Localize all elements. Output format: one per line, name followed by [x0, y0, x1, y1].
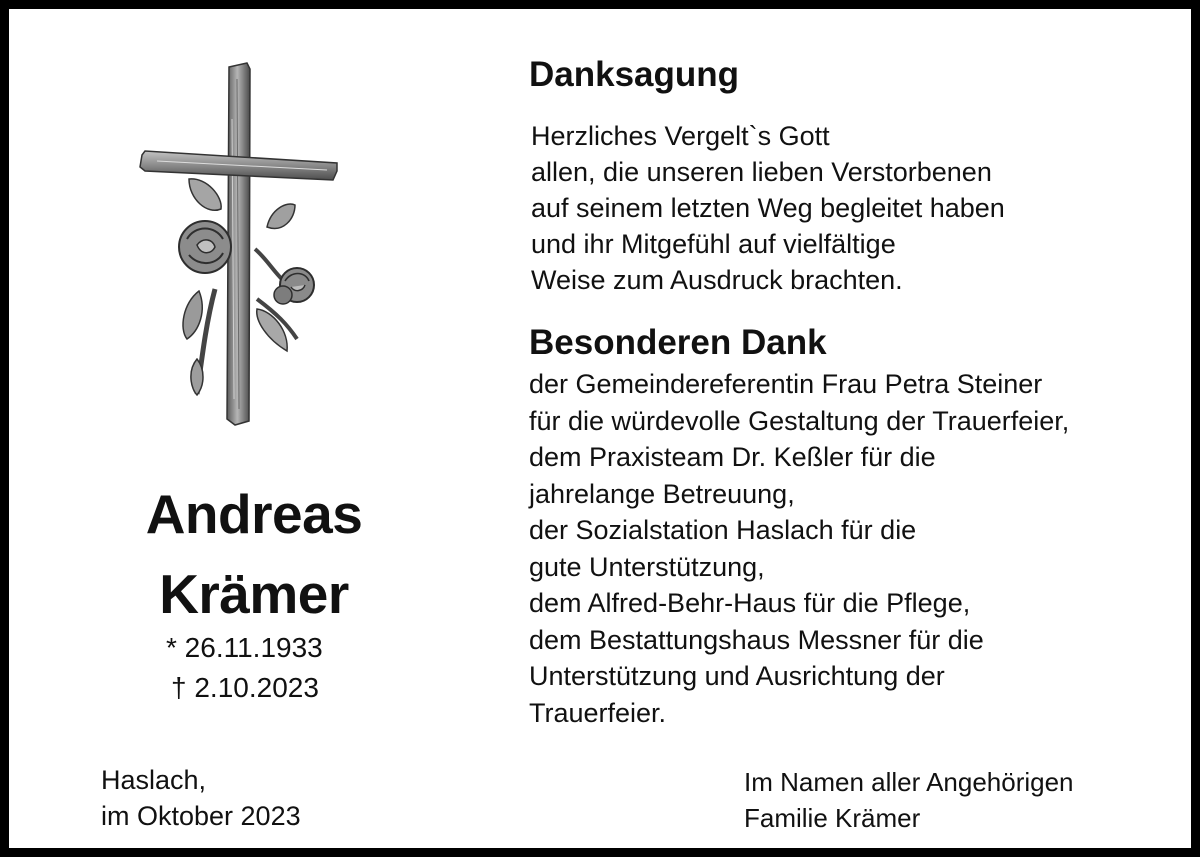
special-thanks-line: dem Praxisteam Dr. Keßler für die: [529, 442, 936, 472]
special-thanks-line: dem Alfred-Behr-Haus für die Pflege,: [529, 588, 971, 618]
special-thanks-line: der Sozialstation Haslach für die: [529, 515, 917, 545]
special-thanks-line: der Gemeindereferentin Frau Petra Steiner: [529, 369, 1043, 399]
special-thanks-line: Unterstützung und Ausrichtung der: [529, 661, 945, 691]
special-thanks-line: Trauerfeier.: [529, 697, 667, 728]
thanks-heading: Danksagung: [529, 55, 740, 94]
special-thanks-line: gute Unterstützung,: [529, 551, 765, 582]
signature: [744, 764, 1074, 836]
family-name: Familie Krämer: [744, 803, 921, 833]
thanks-line: auf seinem letzten Weg begleitet haben: [531, 193, 1005, 223]
special-thanks-line: für die würdevolle Gestaltung der Trauerfeier,: [529, 405, 1070, 436]
special-thanks-heading: Besonderen Dank: [529, 323, 827, 362]
thanks-text: [531, 118, 1005, 298]
thanks-line: Herzliches Vergelt`s Gott: [531, 121, 830, 151]
special-thanks-line: dem Bestattungshaus Messner für die: [529, 624, 984, 655]
place-line: Haslach,: [101, 765, 207, 795]
date-line: im Oktober 2023: [101, 801, 301, 831]
signature-line: Im Namen aller Angehörigen: [744, 767, 1074, 797]
thanks-line: und ihr Mitgefühl auf vielfältige: [531, 229, 896, 259]
death-date: † 2.10.2023: [171, 672, 319, 703]
birth-date: * 26.11.1933: [166, 632, 323, 663]
deceased-first-name: Andreas: [145, 483, 363, 545]
deceased-last-name: Krämer: [159, 563, 349, 625]
thanks-line: allen, die unseren lieben Verstorbenen: [531, 157, 992, 187]
place-and-date: [101, 762, 301, 834]
cross-with-roses-icon: [137, 59, 347, 429]
special-thanks-text: [529, 366, 1069, 731]
special-thanks-line: jahrelange Betreuung,: [529, 478, 795, 509]
thanks-line: Weise zum Ausdruck brachten.: [531, 265, 903, 295]
